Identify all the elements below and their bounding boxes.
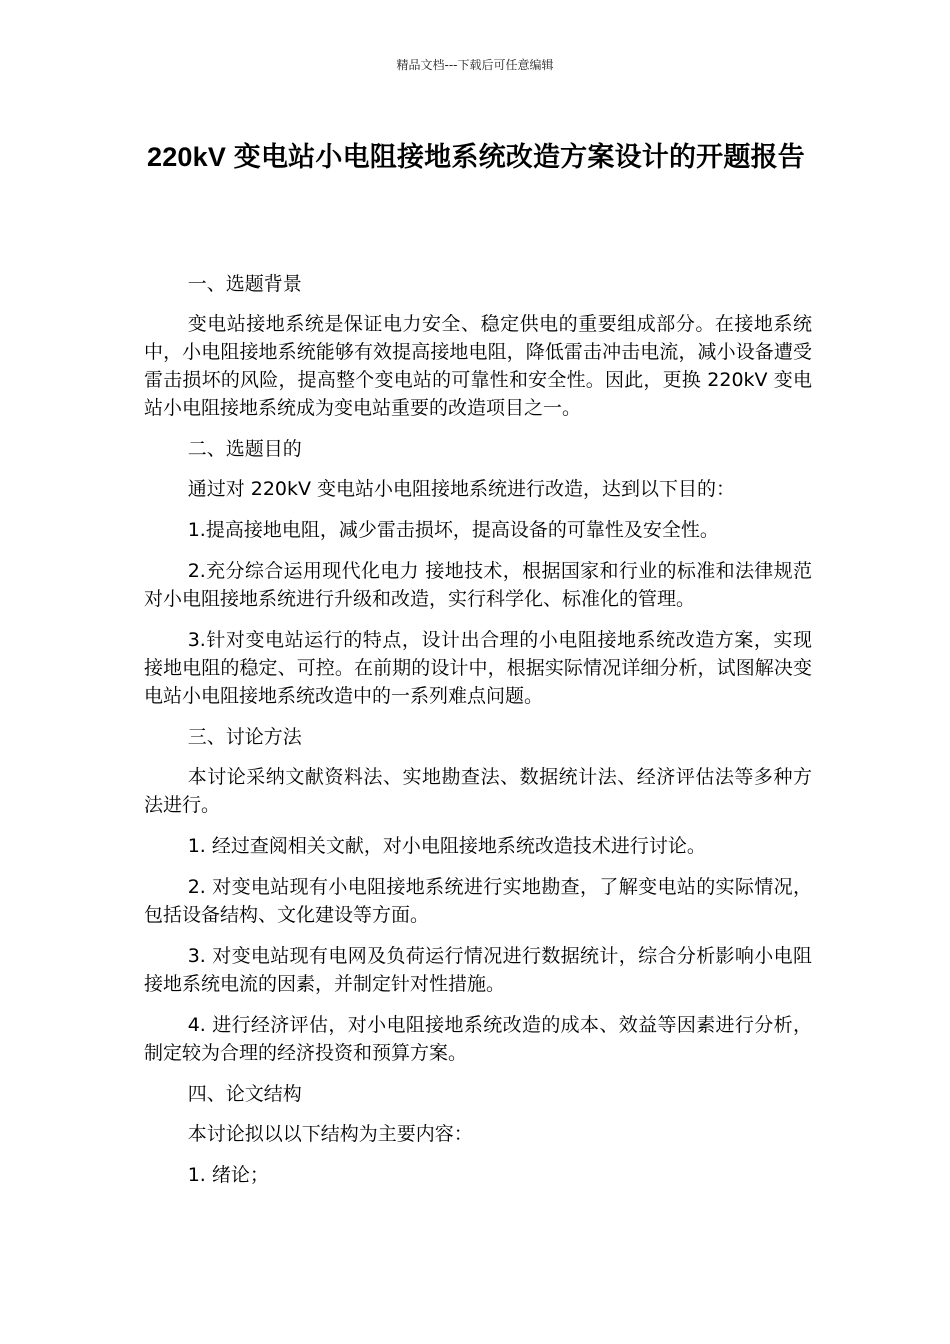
section-heading-background: 一、选题背景: [187, 273, 302, 295]
list-item-purpose-3: 3.针对变电站运行的特点，设计出合理的小电阻接地系统改造方案，实现接地电阻的稳定、可控。在前期的设计中，根据实际情况详细分析，试图解决变电站小电阻接地系统改造中的一系列难点问题。: [144, 629, 812, 707]
paragraph-purpose-intro: 通过对 220kV 变电站小电阻接地系统进行改造，达到以下目的：: [187, 478, 736, 500]
section-heading-structure: 四、论文结构: [187, 1083, 302, 1105]
list-item-purpose-2: 2.充分综合运用现代化电力 接地技术，根据国家和行业的标准和法律规范对小电阻接地系统进行升级和改造，实行科学化、标准化的管理。: [144, 560, 812, 610]
list-item-structure-1: 1. 绪论；: [187, 1164, 269, 1186]
section-heading-methods: 三、讨论方法: [187, 726, 302, 748]
list-item-purpose-1: 1.提高接地电阻，减少雷击损坏，提高设备的可靠性及安全性。: [187, 519, 719, 541]
document-title: 220kV 变电站小电阻接地系统改造方案设计的开题报告: [147, 142, 805, 172]
paragraph-structure-intro: 本讨论拟以以下结构为主要内容：: [187, 1123, 473, 1145]
list-item-method-1: 1. 经过查阅相关文献，对小电阻接地系统改造技术进行讨论。: [187, 835, 706, 857]
list-item-method-4: 4. 进行经济评估，对小电阻接地系统改造的成本、效益等因素进行分析，制定较为合理的经济投资和预算方案。: [144, 1014, 812, 1064]
list-item-method-3: 3. 对变电站现有电网及负荷运行情况进行数据统计，综合分析影响小电阻接地系统电流的因素，并制定针对性措施。: [144, 945, 812, 995]
list-item-method-2: 2. 对变电站现有小电阻接地系统进行实地勘查，了解变电站的实际情况，包括设备结构、文化建设等方面。: [144, 876, 812, 926]
document-body: [144, 270, 812, 1202]
paragraph-background: 变电站接地系统是保证电力安全、稳定供电的重要组成部分。在接地系统中，小电阻接地系统能够有效提高接地电阻，降低雷击冲击电流，减小设备遭受雷击损坏的风险，提高整个变电站的可靠性和安全性。因此，更换 220kV 变电站小电阻接地系统成为变电站重要的改造项目之一。: [144, 313, 812, 419]
page-header: 精品文档---下载后可任意编辑: [396, 58, 554, 72]
section-heading-purpose: 二、选题目的: [187, 438, 302, 460]
paragraph-methods-intro: 本讨论采纳文献资料法、实地勘查法、数据统计法、经济评估法等多种方法进行。: [144, 766, 812, 816]
